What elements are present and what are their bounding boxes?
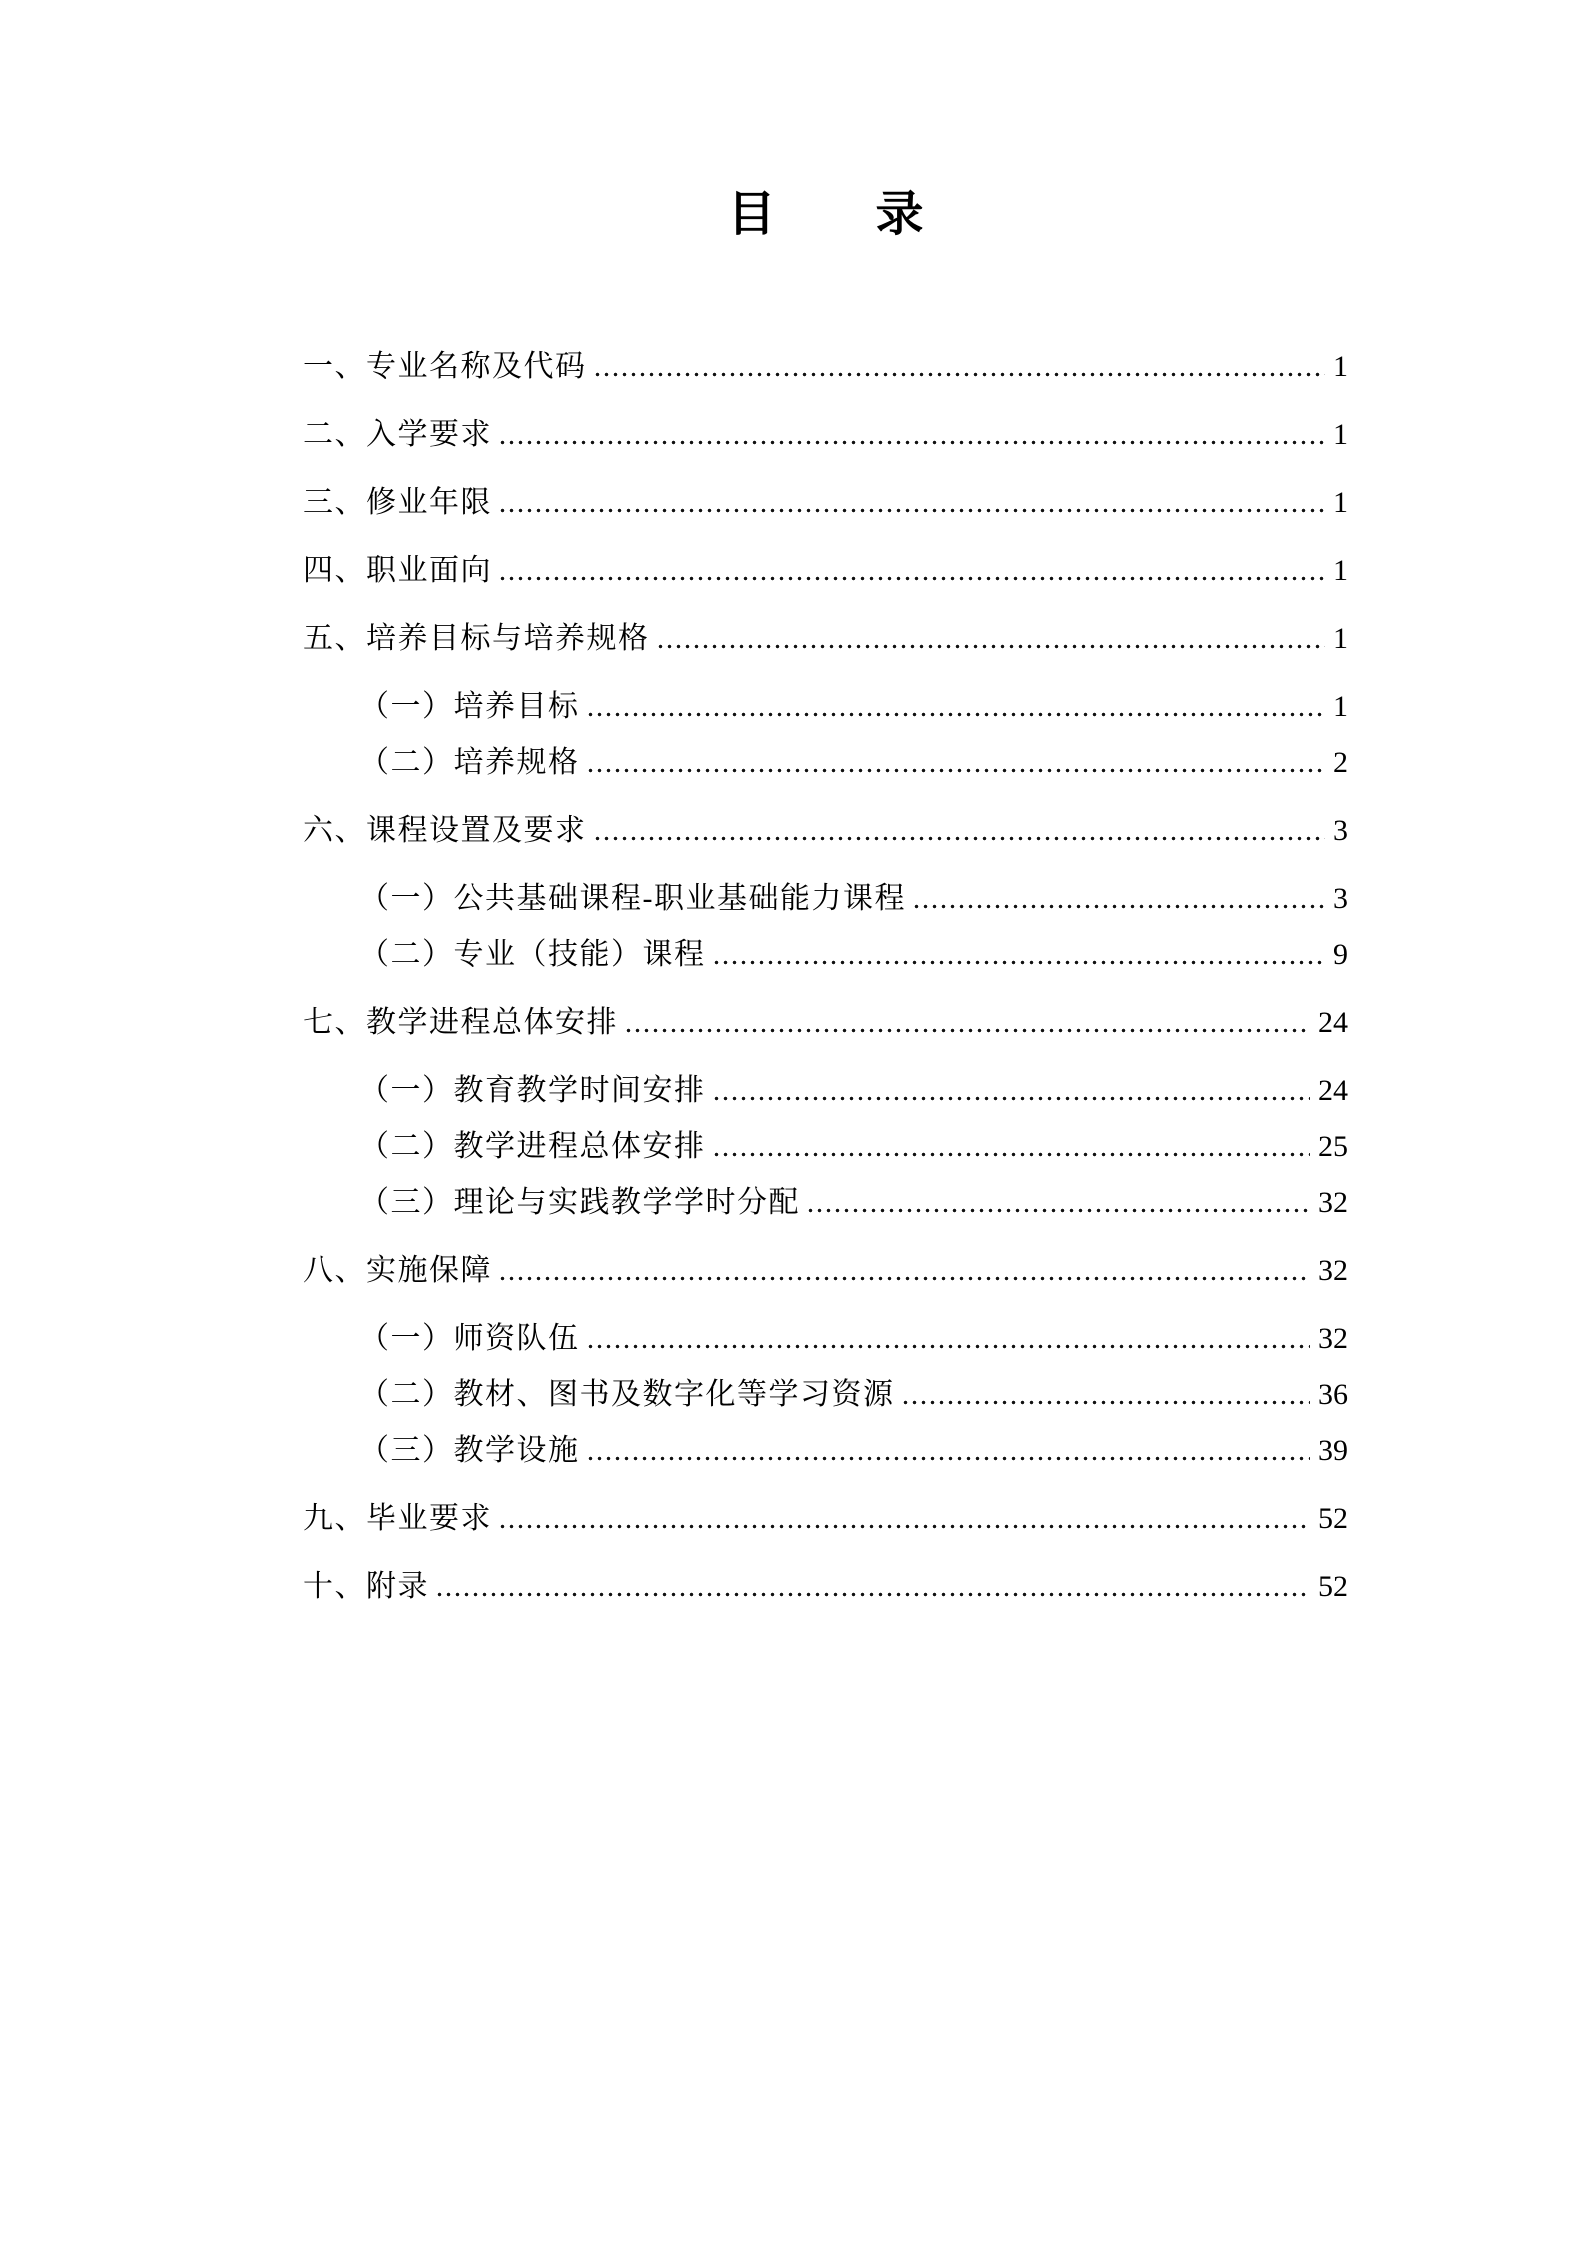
page-title-text-right: 录 [875,188,924,241]
toc-entry[interactable] [303,348,1348,386]
toc-entry-page: 32 [1318,1254,1348,1287]
toc-entry-label: （二）培养规格 [359,746,580,779]
toc-entry[interactable] [303,1004,1348,1042]
dot-leader [498,440,1325,445]
toc-entry-page: 24 [1318,1006,1348,1039]
toc-entry-label: 二、入学要求 [303,418,492,451]
toc-entry-page: 3 [1333,882,1348,915]
toc-entry-label: （二）教材、图书及数字化等学习资源 [359,1378,895,1411]
toc-entry[interactable] [303,1072,1348,1110]
toc-entry[interactable] [303,812,1348,850]
dot-leader [656,644,1326,649]
toc-entry[interactable] [303,1320,1348,1358]
dot-leader [712,960,1326,965]
dot-leader [712,1152,1311,1157]
toc-entry-page: 39 [1318,1434,1348,1467]
toc-entry-label: 九、毕业要求 [303,1502,492,1535]
toc-entry-page: 2 [1333,746,1348,779]
dot-leader [498,576,1325,581]
toc-entry-page: 32 [1318,1322,1348,1355]
dot-leader [435,1592,1310,1597]
dot-leader [901,1400,1311,1405]
toc-entry-label: （一）师资队伍 [359,1322,580,1355]
toc-entry-page: 3 [1333,814,1348,847]
dot-leader [498,1524,1310,1529]
dot-leader [586,1456,1311,1461]
toc-entry[interactable] [303,1184,1348,1222]
dot-leader [593,836,1326,841]
toc-entry-label: （一）公共基础课程-职业基础能力课程 [359,882,906,915]
dot-leader [586,1344,1311,1349]
toc-entry-page: 1 [1333,418,1348,451]
dot-leader [586,712,1326,717]
toc-entry-label: （二）专业（技能）课程 [359,938,706,971]
dot-leader [593,372,1326,377]
toc-entry[interactable] [303,1432,1348,1470]
dot-leader [712,1096,1311,1101]
dot-leader [624,1028,1310,1033]
toc-entry[interactable] [303,484,1348,522]
toc-entry-page: 24 [1318,1074,1348,1107]
toc-entry-label: 六、课程设置及要求 [303,814,587,847]
toc-entry[interactable] [303,1500,1348,1538]
toc-entry-label: 七、教学进程总体安排 [303,1006,618,1039]
toc-entry-page: 1 [1333,350,1348,383]
toc-list [303,348,1348,1606]
toc-entry-page: 36 [1318,1378,1348,1411]
toc-entry[interactable] [303,552,1348,590]
dot-leader [498,508,1325,513]
toc-entry-label: 三、修业年限 [303,486,492,519]
dot-leader [586,768,1326,773]
toc-entry-page: 9 [1333,938,1348,971]
toc-entry-label: 八、实施保障 [303,1254,492,1287]
toc-entry-label: （三）理论与实践教学学时分配 [359,1186,800,1219]
toc-entry-label: （二）教学进程总体安排 [359,1130,706,1163]
toc-entry[interactable] [303,880,1348,918]
page-title [303,185,1348,245]
toc-entry-label: 十、附录 [303,1570,429,1603]
toc-entry-page: 1 [1333,622,1348,655]
toc-entry[interactable] [303,1252,1348,1290]
toc-entry[interactable] [303,1568,1348,1606]
toc-entry[interactable] [303,620,1348,658]
toc-entry-label: 一、专业名称及代码 [303,350,587,383]
dot-leader [498,1276,1310,1281]
toc-entry-label: （一）教育教学时间安排 [359,1074,706,1107]
toc-entry-page: 32 [1318,1186,1348,1219]
toc-entry-label: 五、培养目标与培养规格 [303,622,650,655]
dot-leader [912,904,1325,909]
dot-leader [806,1208,1310,1213]
toc-entry-page: 52 [1318,1570,1348,1603]
toc-entry-label: （一）培养目标 [359,690,580,723]
toc-entry-page: 1 [1333,690,1348,723]
toc-entry[interactable] [303,936,1348,974]
toc-entry[interactable] [303,688,1348,726]
toc-entry-label: （三）教学设施 [359,1434,580,1467]
toc-entry-page: 25 [1318,1130,1348,1163]
toc-entry-label: 四、职业面向 [303,554,492,587]
toc-entry[interactable] [303,1376,1348,1414]
toc-entry-page: 52 [1318,1502,1348,1535]
toc-entry-page: 1 [1333,554,1348,587]
toc-entry[interactable] [303,416,1348,454]
toc-entry[interactable] [303,744,1348,782]
toc-entry-page: 1 [1333,486,1348,519]
toc-entry[interactable] [303,1128,1348,1166]
page-title-text-left: 目 [727,188,776,241]
